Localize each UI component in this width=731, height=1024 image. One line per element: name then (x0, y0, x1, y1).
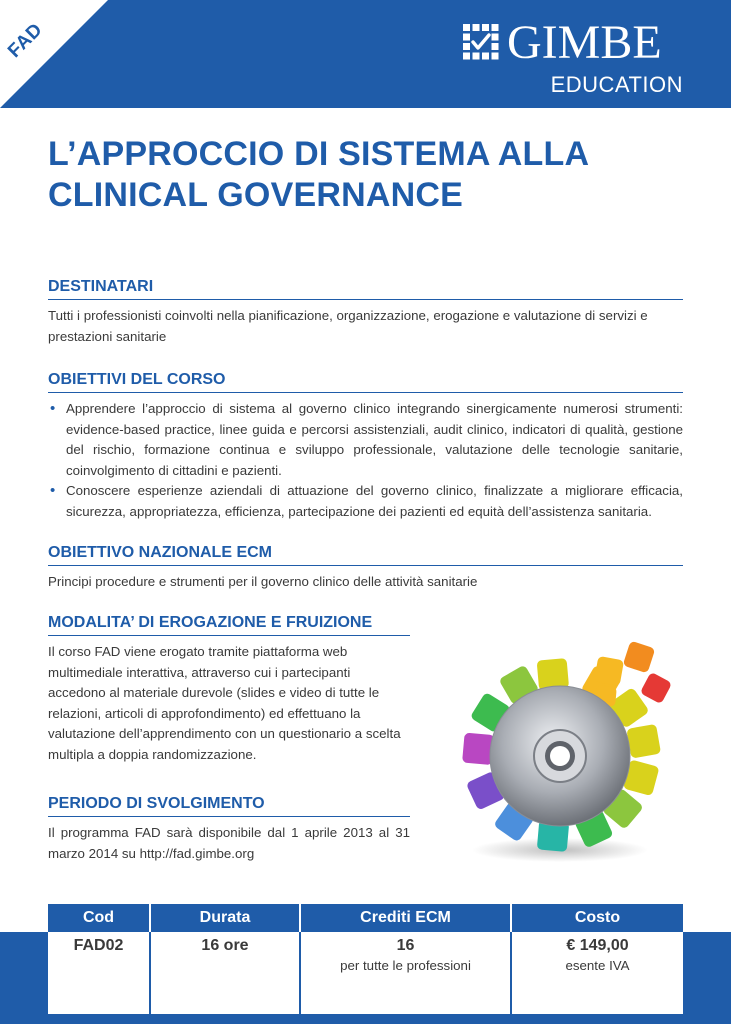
column-header-durata: Durata (150, 904, 300, 932)
section-destinatari (48, 277, 683, 347)
table-header-row (48, 904, 683, 932)
page-title-line-1: L’APPROCCIO DI SISTEMA ALLA (48, 135, 590, 173)
section-heading: OBIETTIVI DEL CORSO (48, 370, 683, 393)
course-price-note: esente IVA (565, 958, 630, 973)
cell-cod (48, 932, 150, 1014)
section-heading: DESTINATARI (48, 277, 683, 300)
logo-name: GIMBE (507, 16, 662, 69)
column-header-cod: Cod (48, 904, 150, 932)
page-title-line-2: CLINICAL GOVERNANCE (48, 176, 463, 214)
section-obiettivo-ecm (48, 543, 683, 593)
gimbe-grid-icon (463, 24, 499, 60)
column-header-crediti: Crediti ECM (300, 904, 511, 932)
section-obiettivi (48, 370, 683, 522)
logo-subtitle: EDUCATION (550, 72, 683, 97)
cell-durata (150, 932, 300, 1014)
cell-costo (511, 932, 683, 1014)
puzzle-piece (626, 724, 661, 759)
section-body: Il corso FAD viene erogato tramite piattaforma web multimediale interattiva, attraverso cui i partecipanti accedono al materiale durevole (slides e video di tutte le relazioni, articoli di approfondimento) ed effettuano la valutazione dell’apprendimento con un questionario a scelta multipla a doppia randomizzazione. (48, 644, 401, 762)
flying-puzzle-piece (623, 641, 656, 674)
table-row (48, 932, 683, 1014)
section-body: Il programma FAD sarà disponibile dal 1 aprile 2013 al 31 marzo 2014 su http://fad.gimbe.org (48, 825, 410, 861)
course-credits-note: per tutte le professioni (340, 958, 471, 973)
flying-puzzle-piece (640, 672, 672, 704)
section-heading: OBIETTIVO NAZIONALE ECM (48, 543, 683, 566)
gear-puzzle-icon (448, 628, 688, 868)
course-info-table (48, 904, 683, 1014)
list-item: • Apprendere l’approccio di sistema al governo clinico integrando sinergicamente numerosi strumenti: evidence-based practice, linee guida e percorsi assistenziali, audit clinico, indicatori di qualità, gestione del rischio, formazione continua e sviluppo professionale, valutazione delle tecnologie sanitarie, coinvolgimento di cittadini e pazienti. (48, 399, 683, 481)
objectives-list (48, 399, 683, 522)
gimbe-logo (463, 16, 683, 100)
section-periodo (48, 794, 410, 864)
flying-puzzle-piece (594, 656, 624, 686)
cell-crediti (300, 932, 511, 1014)
course-code: FAD02 (73, 937, 124, 954)
section-heading: PERIODO DI SVOLGIMENTO (48, 794, 410, 817)
column-header-costo: Costo (511, 904, 683, 932)
course-credits: 16 (396, 937, 415, 954)
course-price: € 149,00 (566, 937, 629, 954)
section-body: Principi procedure e strumenti per il governo clinico delle attività sanitarie (48, 574, 478, 589)
course-duration: 16 ore (201, 937, 249, 954)
section-body: Tutti i professionisti coinvolti nella pianificazione, organizzazione, erogazione e valutazione di servizi e prestazioni sanitarie (48, 308, 648, 344)
list-item: • Conoscere esperienze aziendali di attuazione del governo clinico, finalizzate a migliorare efficacia, sicurezza, appropriatezza, efficienza, partecipazione dei pazienti ed equità dell’assistenza sanitaria. (48, 481, 683, 522)
fad-corner-tag: FAD (4, 19, 47, 63)
section-modalita (48, 613, 410, 765)
page-title (48, 134, 688, 216)
section-heading: MODALITA’ DI EROGAZIONE E FRUIZIONE (48, 613, 410, 636)
